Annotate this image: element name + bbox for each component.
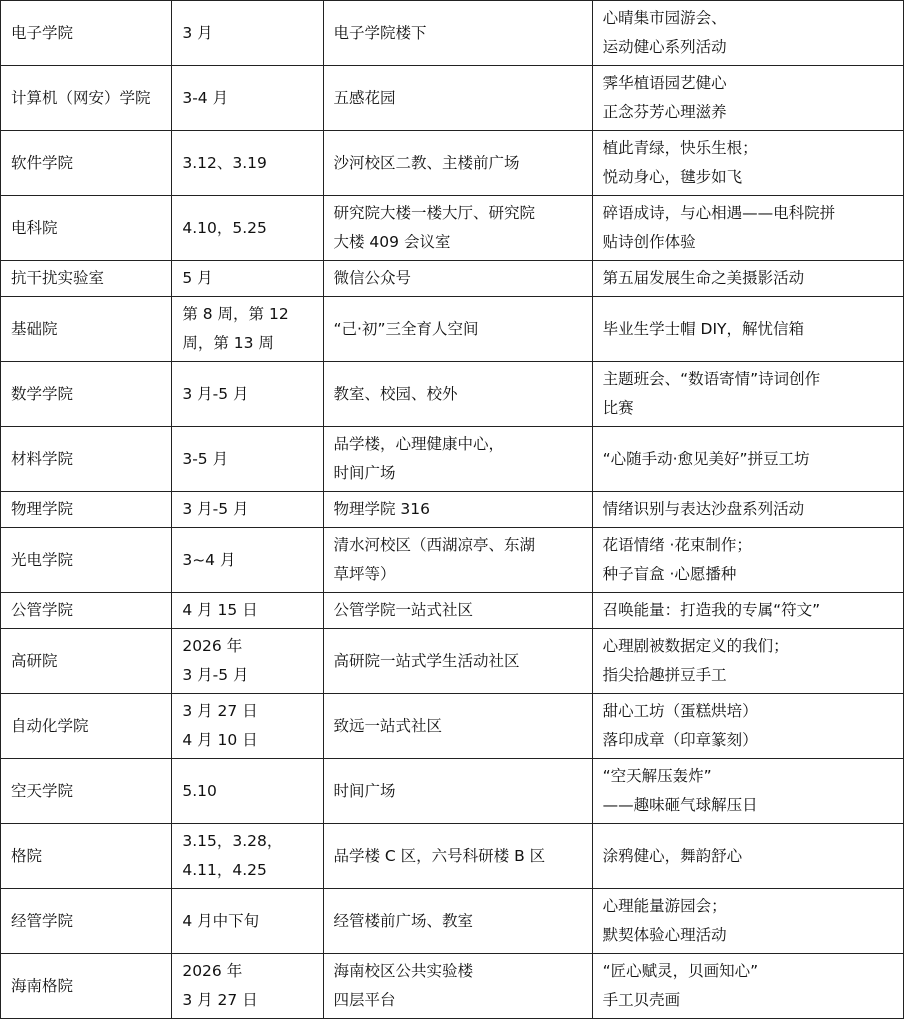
- time-cell: [172, 954, 323, 1019]
- activity-cell-line: 正念芬芳心理滋养: [602, 103, 727, 121]
- place-cell-line: 海南校区公共实验楼: [333, 962, 474, 980]
- activity-cell-line: 碎语成诗，与心相遇——电科院拼: [602, 204, 836, 222]
- college-cell: 电科院: [1, 196, 172, 261]
- college-cell: 高研院: [1, 629, 172, 694]
- time-cell-line: 3-5 月: [182, 449, 229, 468]
- time-cell-line: 2026 年: [182, 637, 243, 655]
- activity-cell-line: 涂鸦健心，舞韵舒心: [602, 846, 743, 865]
- time-cell-line: 周，第 13 周: [182, 334, 274, 352]
- table-body: [1, 1, 904, 1019]
- place-cell-line: 四层平台: [333, 991, 396, 1009]
- place-cell: [323, 362, 592, 427]
- time-cell-line: 3-4 月: [182, 88, 229, 107]
- time-cell: [172, 196, 323, 261]
- activity-cell-line: 第五届发展生命之美摄影活动: [602, 269, 805, 287]
- place-cell: [323, 261, 592, 297]
- place-cell: [323, 629, 592, 694]
- table-row: [1, 131, 904, 196]
- place-cell-line: 清水河校区（西湖凉亭、东湖: [333, 536, 536, 554]
- activity-cell: [592, 694, 903, 759]
- time-cell-line: 3 月 27 日: [182, 702, 258, 720]
- table-row: [1, 196, 904, 261]
- place-cell-line: 五感花园: [333, 88, 396, 107]
- time-cell: [172, 593, 323, 629]
- activity-cell: [592, 954, 903, 1019]
- place-cell-line: 时间广场: [333, 464, 396, 482]
- activity-cell: [592, 593, 903, 629]
- activity-cell-line: 手工贝壳画: [602, 991, 681, 1009]
- table-row: [1, 593, 904, 629]
- time-cell: [172, 824, 323, 889]
- activity-cell: [592, 1, 903, 66]
- table-row: [1, 427, 904, 492]
- table-row: [1, 1, 904, 66]
- college-cell: 海南格院: [1, 954, 172, 1019]
- table-row: [1, 261, 904, 297]
- place-cell-line: 大楼 409 会议室: [333, 233, 451, 251]
- place-cell-line: 高研院一站式学生活动社区: [333, 651, 520, 670]
- time-cell-line: 3 月: [182, 23, 213, 42]
- activity-cell-line: 心理能量游园会；: [602, 897, 727, 915]
- college-cell: 自动化学院: [1, 694, 172, 759]
- table-row: [1, 66, 904, 131]
- college-cell: 软件学院: [1, 131, 172, 196]
- activity-cell: [592, 492, 903, 528]
- time-cell-line: 2026 年: [182, 962, 243, 980]
- college-cell: 数学学院: [1, 362, 172, 427]
- place-cell-line: 经管楼前广场、教室: [333, 911, 474, 930]
- activity-cell-line: 花语情绪 ·花束制作；: [602, 536, 752, 554]
- place-cell: [323, 759, 592, 824]
- time-cell-line: 3.12、3.19: [182, 153, 267, 172]
- activity-cell-line: 默契体验心理活动: [602, 926, 727, 944]
- time-cell-line: 3~4 月: [182, 550, 236, 569]
- time-cell-line: 3 月-5 月: [182, 384, 249, 403]
- activity-cell-line: 情绪识别与表达沙盘系列活动: [602, 500, 805, 518]
- time-cell: [172, 492, 323, 528]
- time-cell: [172, 889, 323, 954]
- place-cell-line: 品学楼，心理健康中心，: [333, 435, 505, 453]
- place-cell: [323, 954, 592, 1019]
- place-cell: [323, 131, 592, 196]
- time-cell: [172, 297, 323, 362]
- place-cell-line: 品学楼 C 区，六号科研楼 B 区: [333, 846, 546, 865]
- activity-cell-line: 悦动身心，毽步如飞: [602, 168, 743, 186]
- activity-cell-line: “空天解压轰炸”: [602, 767, 712, 785]
- activity-cell-line: “匠心赋灵，贝画知心”: [602, 962, 759, 980]
- place-cell: [323, 694, 592, 759]
- place-cell-line: 公管学院一站式社区: [333, 601, 474, 619]
- time-cell-line: 4.11，4.25: [182, 861, 267, 879]
- table-row: [1, 528, 904, 593]
- time-cell: [172, 66, 323, 131]
- place-cell-line: “己·初”三全育人空间: [333, 319, 479, 338]
- time-cell: [172, 1, 323, 66]
- college-cell: 空天学院: [1, 759, 172, 824]
- time-cell: [172, 362, 323, 427]
- place-cell: [323, 427, 592, 492]
- activity-cell-line: 比赛: [602, 399, 634, 417]
- activity-cell: [592, 889, 903, 954]
- time-cell: [172, 528, 323, 593]
- place-cell-line: 电子学院楼下: [333, 23, 427, 42]
- activity-cell-line: 霁华植语园艺健心: [602, 74, 727, 92]
- place-cell: [323, 297, 592, 362]
- time-cell: [172, 759, 323, 824]
- activity-cell-line: 贴诗创作体验: [602, 233, 696, 251]
- table-row: [1, 362, 904, 427]
- time-cell-line: 3 月-5 月: [182, 500, 249, 518]
- place-cell-line: 物理学院 316: [333, 500, 431, 518]
- college-cell: 基础院: [1, 297, 172, 362]
- place-cell: [323, 824, 592, 889]
- college-cell: 物理学院: [1, 492, 172, 528]
- activity-cell-line: 种子盲盒 ·心愿播种: [602, 565, 737, 583]
- activity-cell-line: 召唤能量：打造我的专属“符文”: [602, 601, 821, 619]
- table-row: [1, 759, 904, 824]
- table-row: [1, 824, 904, 889]
- activity-cell: [592, 528, 903, 593]
- place-cell-line: 教室、校园、校外: [333, 384, 458, 403]
- place-cell-line: 研究院大楼一楼大厅、研究院: [333, 204, 536, 222]
- activity-cell: [592, 196, 903, 261]
- college-cell: 公管学院: [1, 593, 172, 629]
- activity-cell: [592, 824, 903, 889]
- place-cell-line: 草坪等）: [333, 565, 396, 583]
- time-cell-line: 第 8 周，第 12: [182, 305, 289, 323]
- time-cell-line: 4.10，5.25: [182, 218, 267, 237]
- table-row: [1, 297, 904, 362]
- college-cell: 电子学院: [1, 1, 172, 66]
- place-cell-line: 致远一站式社区: [333, 716, 443, 735]
- place-cell: [323, 196, 592, 261]
- college-cell: 经管学院: [1, 889, 172, 954]
- activity-cell: [592, 427, 903, 492]
- table-row: [1, 954, 904, 1019]
- time-cell-line: 4 月中下旬: [182, 911, 260, 930]
- place-cell-line: 时间广场: [333, 781, 396, 800]
- time-cell-line: 3.15，3.28，: [182, 832, 283, 850]
- activity-cell-line: 心晴集市园游会、: [602, 9, 727, 27]
- activity-cell-line: 落印成章（印章篆刻）: [602, 731, 758, 749]
- activity-cell: [592, 629, 903, 694]
- activity-cell-line: 主题班会、“数语寄情”诗词创作: [602, 370, 821, 388]
- time-cell-line: 3 月 27 日: [182, 991, 258, 1009]
- activity-cell-line: 运动健心系列活动: [602, 38, 727, 56]
- college-cell: 光电学院: [1, 528, 172, 593]
- college-cell: 材料学院: [1, 427, 172, 492]
- table-row: [1, 629, 904, 694]
- activity-cell: [592, 66, 903, 131]
- time-cell: [172, 629, 323, 694]
- college-cell: 抗干扰实验室: [1, 261, 172, 297]
- table-row: [1, 492, 904, 528]
- activity-cell: [592, 297, 903, 362]
- time-cell-line: 4 月 15 日: [182, 601, 258, 619]
- activity-cell: [592, 131, 903, 196]
- time-cell-line: 3 月-5 月: [182, 666, 249, 684]
- place-cell: [323, 593, 592, 629]
- college-cell: 计算机（网安）学院: [1, 66, 172, 131]
- place-cell-line: 微信公众号: [333, 269, 412, 287]
- time-cell-line: 5.10: [182, 781, 217, 800]
- activity-cell-line: 植此青绿，快乐生根；: [602, 139, 758, 157]
- time-cell: [172, 261, 323, 297]
- place-cell: [323, 492, 592, 528]
- activity-cell-line: ——趣味砸气球解压日: [602, 796, 758, 814]
- activity-cell-line: 毕业生学士帽 DIY，解忧信箱: [602, 319, 804, 338]
- activity-cell: [592, 261, 903, 297]
- activity-cell-line: 指尖拾趣拼豆手工: [602, 666, 727, 684]
- time-cell: [172, 131, 323, 196]
- time-cell: [172, 694, 323, 759]
- time-cell-line: 4 月 10 日: [182, 731, 258, 749]
- table-row: [1, 694, 904, 759]
- place-cell: [323, 889, 592, 954]
- place-cell: [323, 66, 592, 131]
- place-cell-line: 沙河校区二教、主楼前广场: [333, 153, 520, 172]
- activity-cell-line: “心随手动·愈见美好”拼豆工坊: [602, 449, 810, 468]
- place-cell: [323, 528, 592, 593]
- activity-cell: [592, 362, 903, 427]
- time-cell: [172, 427, 323, 492]
- table-row: [1, 889, 904, 954]
- activity-cell-line: 心理剧被数据定义的我们；: [602, 637, 789, 655]
- place-cell: [323, 1, 592, 66]
- college-cell: 格院: [1, 824, 172, 889]
- activity-cell-line: 甜心工坊（蛋糕烘培）: [602, 702, 758, 720]
- activity-cell: [592, 759, 903, 824]
- time-cell-line: 5 月: [182, 269, 213, 287]
